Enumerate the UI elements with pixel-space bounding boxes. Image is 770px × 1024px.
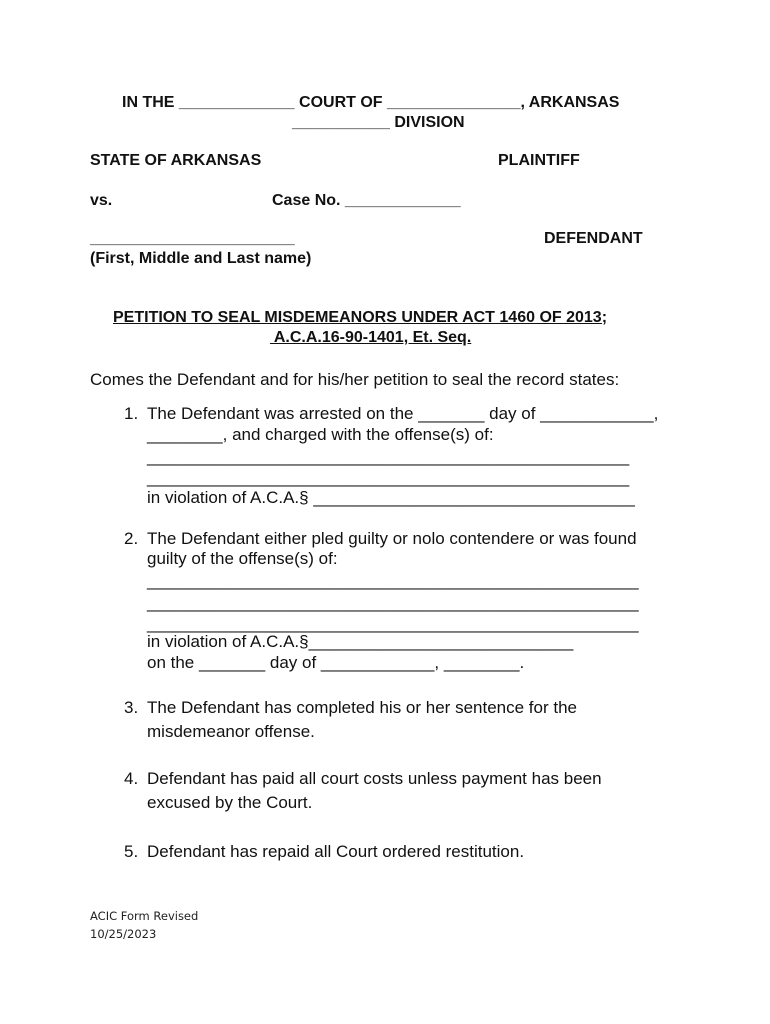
item-number: 4. xyxy=(124,769,139,788)
defendant-name-line: _______________________ xyxy=(90,230,295,247)
plaintiff-party: STATE OF ARKANSAS xyxy=(90,152,262,169)
case-number-field: Case No. _____________ xyxy=(272,192,461,209)
item-1-line: ___________________________________________________ xyxy=(147,447,630,466)
intro-paragraph: Comes the Defendant and for his/her petition to seal the record states: xyxy=(90,370,620,389)
defendant-name-hint: (First, Middle and Last name) xyxy=(90,250,312,267)
item-3-line: misdemeanor offense. xyxy=(147,722,315,741)
versus-label: vs. xyxy=(90,192,113,209)
petition-statute: A.C.A.16-90-1401, Et. Seq. xyxy=(270,329,472,346)
item-number: 5. xyxy=(124,842,139,861)
court-caption-line: IN THE _____________ COURT OF _______________, ARKANSAS xyxy=(122,94,620,111)
item-3-line: The Defendant has completed his or her sentence for the xyxy=(147,698,577,717)
division-line: ___________ DIVISION xyxy=(292,114,465,131)
item-1-line: ___________________________________________________ xyxy=(147,468,630,487)
item-1-line: in violation of A.C.A.§ __________________________________ xyxy=(147,488,635,507)
form-revision-label: ACIC Form Revised xyxy=(90,909,199,923)
item-2-line: in violation of A.C.A.§____________________________ xyxy=(147,632,574,651)
item-2-line: guilty of the offense(s) of: xyxy=(147,549,338,568)
item-2-line: ____________________________________________________ xyxy=(147,614,639,633)
item-4-line: excused by the Court. xyxy=(147,793,313,812)
item-number: 3. xyxy=(124,698,139,717)
item-number: 1. xyxy=(124,404,139,423)
item-5-line: Defendant has repaid all Court ordered restitution. xyxy=(147,842,525,861)
form-revision-date: 10/25/2023 xyxy=(90,927,157,941)
item-2-line: ____________________________________________________ xyxy=(147,571,639,590)
item-2-line: ____________________________________________________ xyxy=(147,593,639,612)
item-1-line: ________, and charged with the offense(s) of: xyxy=(147,425,494,444)
item-2-line: The Defendant either pled guilty or nolo contendere or was found xyxy=(147,529,637,548)
item-number: 2. xyxy=(124,529,139,548)
item-2-line: on the _______ day of ____________, ________. xyxy=(147,653,525,672)
petition-title: PETITION TO SEAL MISDEMEANORS UNDER ACT 1460 OF 2013; xyxy=(113,309,608,326)
defendant-label: DEFENDANT xyxy=(544,230,643,247)
item-4-line: Defendant has paid all court costs unless payment has been xyxy=(147,769,602,788)
plaintiff-label: PLAINTIFF xyxy=(498,152,580,169)
item-1-line: The Defendant was arrested on the _______ day of ____________, xyxy=(147,404,659,423)
